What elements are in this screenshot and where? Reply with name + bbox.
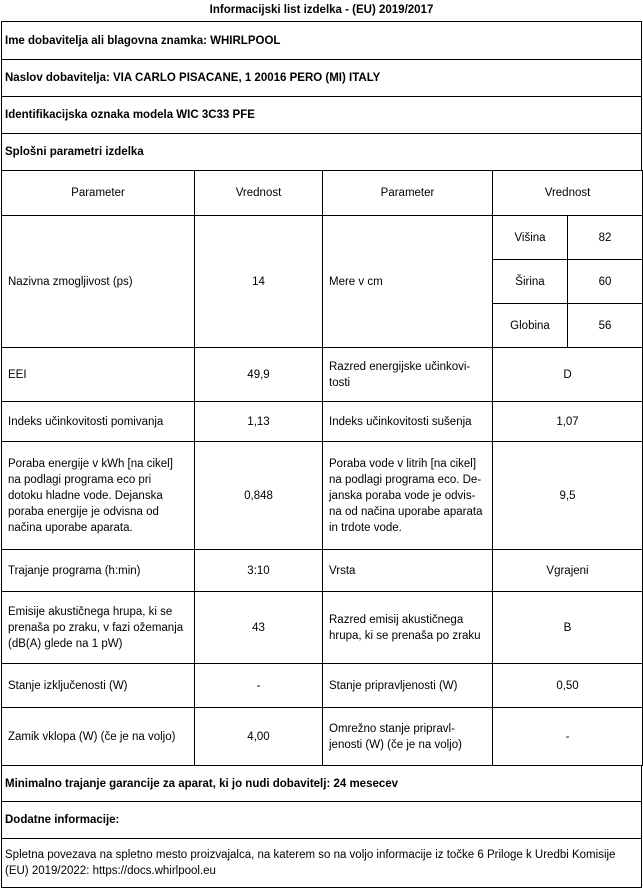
header-value-2: Vrednost	[493, 171, 643, 216]
water-consumption-value: 9,5	[493, 442, 643, 550]
type-label: Vrsta	[323, 550, 493, 592]
warranty-text: Minimalno trajanje garancije za aparat, ki jo nudi dobavitelj: 24 mesecev	[5, 777, 399, 790]
delay-start-value: 4,00	[195, 708, 323, 766]
general-params-heading	[1, 133, 642, 170]
table-header-row	[2, 171, 643, 216]
off-mode-value: -	[195, 664, 323, 708]
type-value: Vgrajeni	[493, 550, 643, 592]
product-information-sheet	[1, 0, 642, 896]
eei-value: 49,9	[195, 348, 323, 402]
energy-class-label: Razred energijske učinkovi- tosti	[323, 348, 493, 402]
table-row	[2, 550, 643, 592]
table-row	[2, 664, 643, 708]
model-identifier-text: Identifikacijska oznaka modela WIC 3C33 PFE	[5, 109, 255, 121]
supplier-address-text: Naslov dobavitelja: VIA CARLO PISACANE, 1 20016 PERO (MI) ITALY	[5, 72, 381, 84]
sheet-title: Informacijski list izdelka - (EU) 2019/2017	[209, 4, 434, 16]
supplier-name-text: Ime dobavitelja ali blagovna znamka: WHIRLPOOL	[5, 34, 281, 47]
table-row	[2, 442, 643, 550]
supplier-address	[1, 59, 642, 96]
supplier-name	[1, 21, 642, 59]
water-consumption-label: Poraba vode v litrih [na cikel] na podlagi programa eco. De- janska poraba vode je odvis- na od načina uporabe aparata in trdote vode.	[323, 442, 493, 550]
width-label: Širina	[493, 260, 568, 304]
noise-class-value: B	[493, 592, 643, 664]
energy-class-value: D	[493, 348, 643, 402]
noise-emission-value: 43	[195, 592, 323, 664]
warranty-info	[1, 766, 642, 802]
manufacturer-weblink	[1, 839, 642, 888]
model-identifier	[1, 96, 642, 133]
network-standby-label: Omrežno stanje pripravl- jenosti (W) (če je na voljo)	[323, 708, 493, 766]
height-value: 82	[568, 216, 643, 260]
parameters-table	[1, 170, 643, 766]
cleaning-index-value: 1,13	[195, 402, 323, 442]
delay-start-label: Zamik vklopa (W) (če je na voljo)	[2, 708, 195, 766]
rated-capacity-label: Nazivna zmogljivost (ps)	[2, 216, 195, 348]
header-parameter-2: Parameter	[323, 171, 493, 216]
standby-value: 0,50	[493, 664, 643, 708]
energy-consumption-label: Poraba energije v kWh [na cikel] na podlagi programa eco pri dotoku hladne vode. Dejanska poraba energije je odvisna od načina uporabe aparata.	[2, 442, 195, 550]
eei-label: EEI	[2, 348, 195, 402]
table-row	[2, 708, 643, 766]
off-mode-label: Stanje izključenosti (W)	[2, 664, 195, 708]
table-row	[2, 402, 643, 442]
dimensions-label: Mere v cm	[323, 216, 493, 348]
header-parameter-1: Parameter	[2, 171, 195, 216]
program-duration-label: Trajanje programa (h:min)	[2, 550, 195, 592]
additional-info-text: Dodatne informacije:	[5, 814, 120, 826]
noise-class-label: Razred emisij akustičnega hrupa, ki se prenaša po zraku	[323, 592, 493, 664]
rated-capacity-value: 14	[195, 216, 323, 348]
general-params-text: Splošni parametri izdelka	[5, 146, 144, 158]
height-label: Višina	[493, 216, 568, 260]
depth-label: Globina	[493, 304, 568, 348]
drying-index-label: Indeks učinkovitosti sušenja	[323, 402, 493, 442]
depth-value: 56	[568, 304, 643, 348]
energy-consumption-value: 0,848	[195, 442, 323, 550]
network-standby-value: -	[493, 708, 643, 766]
program-duration-value: 3:10	[195, 550, 323, 592]
table-row	[2, 216, 643, 260]
noise-emission-label: Emisije akustičnega hrupa, ki se prenaša po zraku, v fazi ožemanja (dB(A) glede na 1 pW)	[2, 592, 195, 664]
table-row	[2, 592, 643, 664]
table-row	[2, 348, 643, 402]
width-value: 60	[568, 260, 643, 304]
weblink-text: Spletna povezava na spletno mesto proizvajalca, na katerem so na voljo informacije iz točke 6 Priloge k Uredbi Komisije (EU) 2019/2022: https://docs.whirlpool.eu	[5, 849, 616, 877]
additional-info	[1, 802, 642, 839]
drying-index-value: 1,07	[493, 402, 643, 442]
header-value-1: Vrednost	[195, 171, 323, 216]
cleaning-index-label: Indeks učinkovitosti pomivanja	[2, 402, 195, 442]
standby-label: Stanje pripravljenosti (W)	[323, 664, 493, 708]
